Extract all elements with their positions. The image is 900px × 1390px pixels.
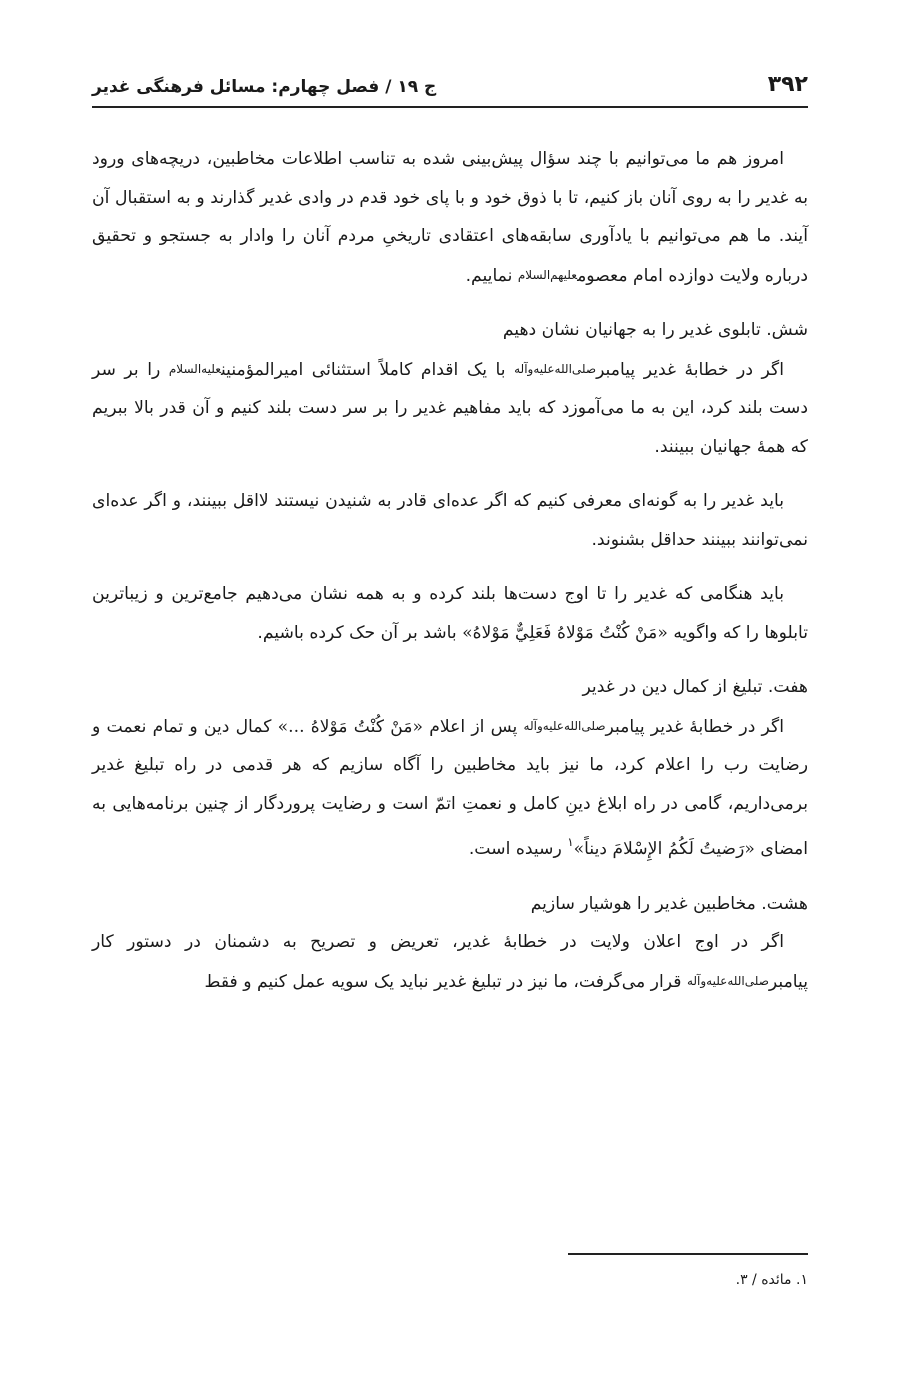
honorific-mark: صلی‌الله‌علیه‌وآله	[686, 973, 769, 988]
honorific-mark: صلی‌الله‌علیه‌وآله	[514, 361, 597, 376]
paragraph-text: با یک اقدام کاملاً استثنائی امیرالمؤمنین	[220, 359, 515, 380]
paragraph-text: باید هنگامی که غدیر را تا اوج دست‌ها بلند کرده و به همه نشان می‌دهیم جامع‌ترین و زیباترین تابلوها را که واگویه	[92, 584, 808, 643]
body-text	[92, 140, 808, 1001]
page-number: ۳۹۲	[767, 72, 808, 97]
running-header	[92, 58, 808, 108]
paragraph-3: باید غدیر را به گونه‌ای معرفی کنیم که اگر عده‌ای قادر به شنیدن نیستند لااقل ببینند، و اگر عده‌ای نمی‌توانند ببینند حداقل بشنوند.	[92, 491, 808, 550]
paragraph-text: کمال دین و تمام نعمت و رضایت رب را اعلام کرد، ما نیز باید مخاطبین را آگاه سازیم که هر قدمی در راه تبلیغ غدیر برمی‌داریم، گامی در راه ابلاغ دینِ کامل و نعمتِ اتمّ است و رضایت پروردگار از چنین برنامه‌هایی به امضای	[92, 716, 808, 859]
paragraph-4	[92, 575, 808, 652]
book-page	[92, 58, 808, 1348]
paragraph-2	[92, 350, 808, 467]
paragraph-6	[92, 923, 808, 1001]
quran-quote: «رَضيتُ لَكُمُ الإِسْلامَ ديناً»	[573, 839, 755, 859]
footnote-reference[interactable]: ۱	[567, 835, 574, 849]
honorific-mark: صلی‌الله‌علیه‌وآله	[523, 718, 606, 733]
paragraph-text: اگر در خطابهٔ غدیر پیامبر	[596, 359, 784, 380]
paragraph-text: اگر در اوج اعلان ولایت در خطابهٔ غدیر، تعریض و تصریح به دشمنان در دستور کار پیامبر	[92, 932, 808, 992]
honorific-mark: علیه‌السلام	[168, 361, 221, 376]
paragraph-text: را بر سر دست بلند کرد، این به ما می‌آموزد که باید مفاهیم غدیر را بر سر دست بلند کنیم و آن قدر بالا ببریم که همهٔ جهانیان ببینند.	[92, 359, 808, 457]
footnote-divider	[568, 1253, 808, 1255]
honorific-mark: علیهم‌السلام	[517, 267, 578, 282]
paragraph-text: نماییم.	[465, 265, 518, 286]
section-heading-8: هشت. مخاطبین غدیر را هوشیار سازیم	[530, 893, 808, 914]
hadith-quote: «مَنْ كُنْتُ مَوْلاهُ ...»	[277, 716, 424, 737]
paragraph-text: پس از اعلام	[423, 716, 524, 737]
section-heading-7: هفت. تبلیغ از کمال دین در غدیر	[582, 677, 808, 697]
hadith-quote: «مَنْ كُنْتُ مَوْلاهُ فَعَلِيٌّ مَوْلاهُ»	[462, 622, 668, 643]
running-title: ج ۱۹ / فصل چهارم: مسائل فرهنگی غدیر	[92, 77, 437, 97]
paragraph-5	[92, 707, 808, 869]
footnote-1: ۱. مائده / ۳.	[735, 1272, 808, 1288]
paragraph-text: اگر در خطابهٔ غدیر پیامبر	[605, 716, 785, 737]
paragraph-text: امروز هم ما می‌توانیم با چند سؤال پیش‌بینی شده به تناسب اطلاعات مخاطبین، دریچه‌های ورود به غدیر را به روی آنان باز کنیم، تا با ذوق خود و با پای خود قدم در وادی غدیر گذارند و به استقبال آن آیند. ما هم می‌توانیم با یادآوری سابقه‌های اعتقادی تاریخیِ مردم آنان را وادار به جستجو و تحقیق درباره ولایت دوازده امام معصوم	[92, 149, 808, 286]
paragraph-text: قرار می‌گرفت، ما نیز در تبلیغ غدیر نباید یک سویه عمل کنیم و فقط	[204, 971, 687, 992]
section-heading-6: شش. تابلوی غدیر را به جهانیان نشان دهیم	[502, 320, 808, 340]
paragraph-text: باشد بر آن حک کرده باشیم.	[257, 622, 463, 643]
paragraph-1	[92, 140, 808, 295]
paragraph-text: رسیده است.	[468, 839, 568, 859]
